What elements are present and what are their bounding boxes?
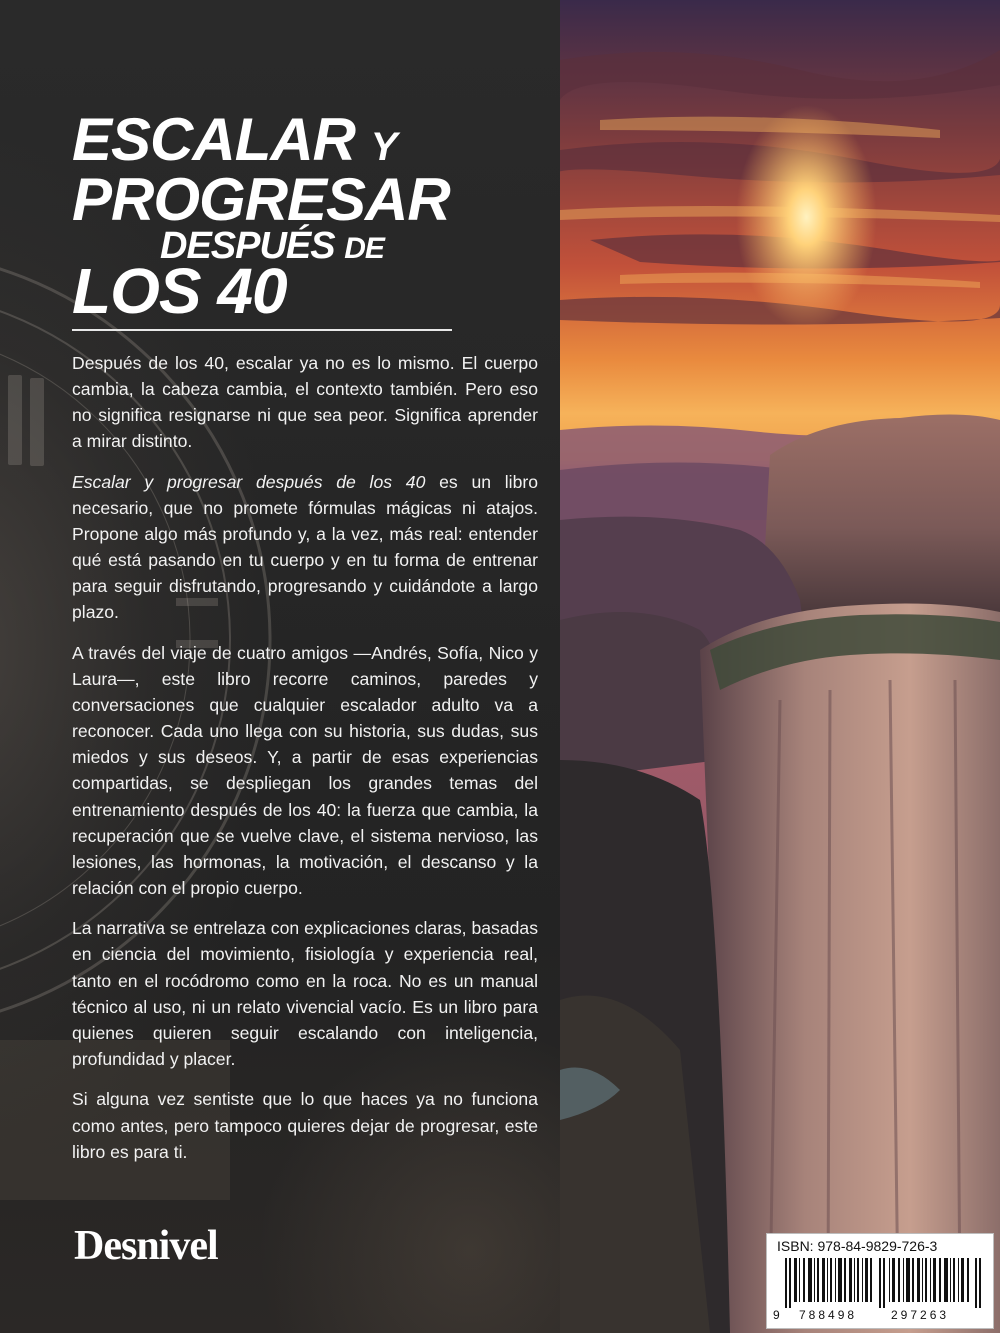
publisher-logo: Desnivel bbox=[74, 1223, 218, 1269]
paragraph-1: Después de los 40, escalar ya no es lo mismo. El cuerpo cambia, la cabeza cambia, el contexto también. Pero eso no significa resignarse ni que sea peor. Significa aprender a mirar distinto. bbox=[72, 353, 538, 452]
title-line-2: PROGRESAR bbox=[72, 166, 450, 233]
paragraph-3: A través del viaje de cuatro amigos —Andrés, Sofía, Nico y Laura—, este libro recorre caminos, paredes y conversaciones que cualquier escalador adulto va a reconocer. Cada uno llega con su historia, sus dudas, sus miedos y sus deseos. Y, a partir de esas experiencias compartidas, se despliegan los grandes temas del entrenamiento después de los 40: la fuerza que cambia, la recuperación que se vuelve clave, el sistema nervioso, las lesiones, las hormonas, la motivación, el descanso y la relación con el propio cuerpo. bbox=[72, 642, 538, 898]
title-divider bbox=[72, 329, 452, 331]
paragraph-2: Escalar y progresar después de los 40 es un libro necesario, que no promete fórmulas mágicas ni atajos. Propone algo más profundo y, a la vez, más real: entender qué está pasando en tu cuerpo y en tu forma de entrenar para seguir disfrutando, progresando y cuidándote a largo plazo. bbox=[72, 471, 538, 623]
title-line-3: DESPUÉS DE bbox=[160, 225, 384, 267]
paragraph-4: La narrativa se entrelaza con explicaciones claras, basadas en ciencia del movimiento, fisiología y experiencia real, tanto en el rocódromo como en la roca. No es un manual técnico al uso, ni un relato vivencial vacío. Es un libro para quienes quieren seguir escalando con inteligencia, profundidad y placer. bbox=[72, 918, 538, 1069]
isbn-label: ISBN: 978-84-9829-726-3 bbox=[777, 1238, 938, 1254]
title-line-1: ESCALAR Y bbox=[72, 106, 397, 173]
isbn-barcode-block: ISBN: 978-84-9829-726-3 9 788498 297263 bbox=[766, 1233, 994, 1329]
synopsis bbox=[72, 350, 538, 1179]
sunset-canyon-photo bbox=[560, 0, 1000, 1333]
barcode-icon bbox=[785, 1258, 981, 1308]
paragraph-5: Si alguna vez sentiste que lo que haces ya no funciona como antes, pero tampoco quieres dejar de progresar, este libro es para ti. bbox=[72, 1089, 538, 1162]
title-line-4: LOS 40 bbox=[72, 255, 287, 327]
